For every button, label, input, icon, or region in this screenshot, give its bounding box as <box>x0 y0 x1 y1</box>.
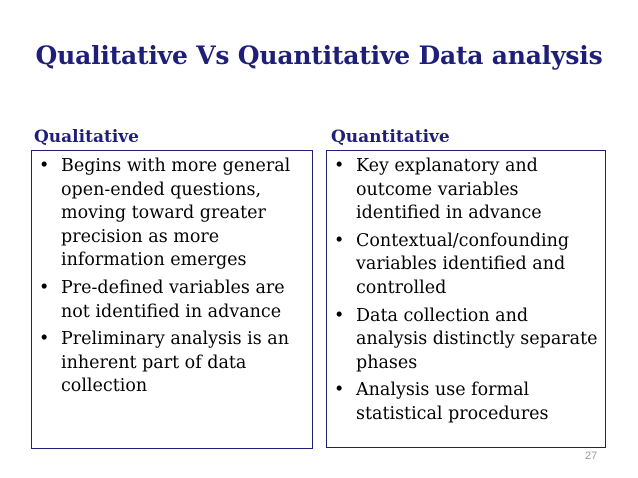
bullet-icon: • <box>334 230 345 251</box>
list-item-text: Preliminary analysis is an inherent part of data collection <box>61 329 289 397</box>
qualitative-box <box>31 150 313 449</box>
list-item <box>32 155 312 273</box>
bullet-icon: • <box>39 277 50 298</box>
qualitative-list <box>32 151 312 399</box>
quantitative-box <box>326 150 606 448</box>
page-number: 27 <box>585 450 598 462</box>
list-item <box>32 328 312 399</box>
bullet-icon: • <box>39 329 50 350</box>
bullet-icon: • <box>334 305 345 326</box>
list-item <box>327 230 605 301</box>
list-item <box>32 277 312 324</box>
list-item-text: Begins with more general open-ended questions, moving toward greater precision as more information emerges <box>61 156 291 271</box>
bullet-icon: • <box>334 156 345 176</box>
list-item-text: Key explanatory and outcome variables identified in advance <box>356 156 542 224</box>
quantitative-list <box>327 151 605 427</box>
list-item <box>327 379 605 426</box>
list-item-text: Data collection and analysis distinctly separate phases <box>356 305 598 373</box>
bullet-icon: • <box>334 380 345 401</box>
list-item-text: Contextual/confounding variables identified and controlled <box>356 230 570 298</box>
slide-title: Qualitative Vs Quantitative Data analysis <box>35 41 603 70</box>
bullet-icon: • <box>39 156 50 176</box>
list-item-text: Pre-defined variables are not identified in advance <box>61 277 285 322</box>
list-item <box>327 305 605 376</box>
qualitative-heading: Qualitative <box>34 127 139 147</box>
quantitative-heading: Quantitative <box>331 127 450 147</box>
list-item <box>327 155 605 226</box>
list-item-text: Analysis use formal statistical procedures <box>356 380 549 424</box>
